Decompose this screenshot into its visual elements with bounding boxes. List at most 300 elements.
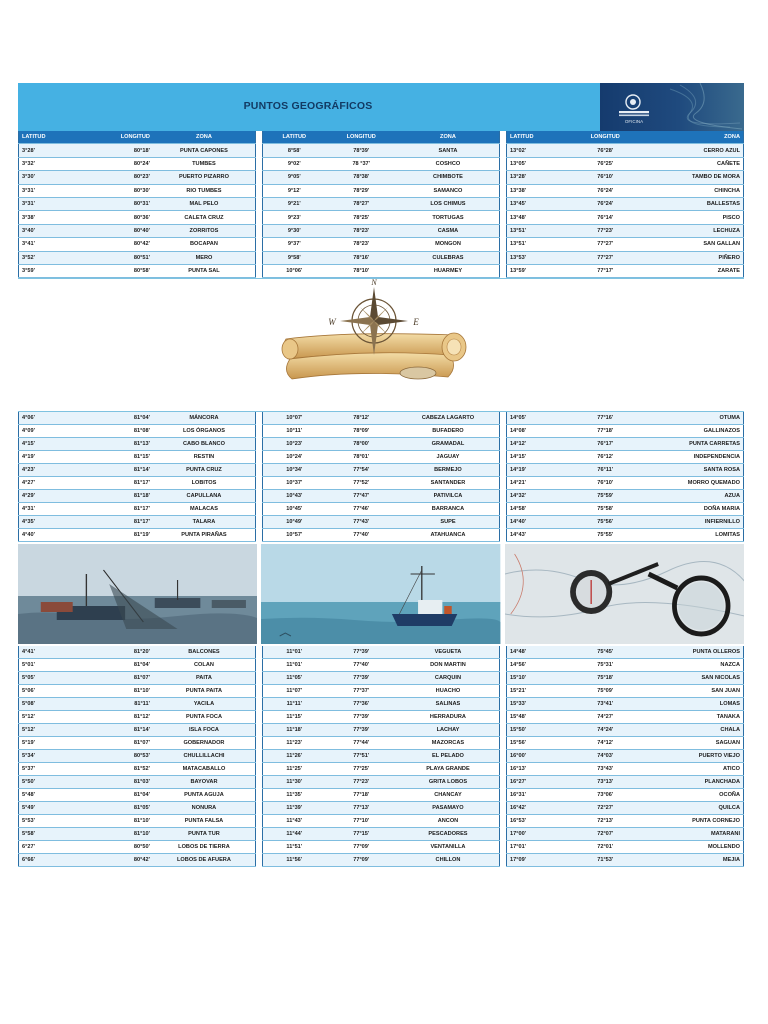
table-row (507, 529, 744, 542)
column-header: LATITUD (19, 131, 82, 144)
table-row (507, 171, 744, 184)
table-row (19, 711, 256, 724)
table-row (19, 815, 256, 828)
table-row (263, 238, 500, 251)
latitude-cell: 11°07' (263, 685, 326, 698)
page-title: PUNTOS GEOGRÁFICOS (243, 100, 373, 112)
table-row (263, 724, 500, 737)
longitude-cell: 77°13' (326, 802, 397, 815)
compass-illustration (18, 278, 744, 412)
zone-cell: PUNTA CAPONES (153, 144, 256, 157)
table-row (507, 184, 744, 197)
table-row (19, 776, 256, 789)
longitude-cell: 80°24' (82, 157, 153, 170)
table-row (263, 802, 500, 815)
latitude-cell: 4°41' (19, 646, 82, 659)
zone-cell: PLAYA GRANDE (397, 763, 500, 776)
zone-cell: BUFADERO (397, 425, 500, 438)
zone-cell: COLAN (153, 659, 256, 672)
longitude-cell: 77°39' (326, 711, 397, 724)
coordinates-column-2 (262, 131, 500, 278)
table-row (19, 412, 256, 425)
trawler-photo (261, 544, 500, 644)
longitude-cell: 77°27' (570, 251, 641, 264)
zone-cell: TUMBES (153, 157, 256, 170)
longitude-cell: 76°24' (570, 197, 641, 210)
zone-cell: OTUMA (641, 412, 744, 425)
table-row (507, 477, 744, 490)
longitude-cell: 81°15' (82, 451, 153, 464)
latitude-cell: 10°57' (263, 529, 326, 542)
longitude-cell: 77°15' (326, 828, 397, 841)
longitude-cell: 72°07' (570, 828, 641, 841)
longitude-cell: 76°10' (570, 171, 641, 184)
table-row (507, 238, 744, 251)
latitude-cell: 10°23' (263, 438, 326, 451)
latitude-cell: 9°02' (263, 157, 326, 170)
latitude-cell: 13°38' (507, 184, 570, 197)
table-row (19, 516, 256, 529)
longitude-cell: 76°10' (570, 477, 641, 490)
latitude-cell: 3°31' (19, 197, 82, 210)
latitude-cell: 14°05' (507, 412, 570, 425)
zone-cell: INDEPENDENCIA (641, 451, 744, 464)
zone-cell: MAL PELO (153, 197, 256, 210)
longitude-cell: 80°53' (82, 750, 153, 763)
zone-cell: ISLA FOCA (153, 724, 256, 737)
table-row (19, 184, 256, 197)
latitude-cell: 5°06' (19, 685, 82, 698)
latitude-cell: 5°49' (19, 802, 82, 815)
column-header: LATITUD (507, 131, 570, 144)
table-row (19, 157, 256, 170)
table-row (263, 685, 500, 698)
table-row (19, 197, 256, 210)
zone-cell: PATIVILCA (397, 490, 500, 503)
latitude-cell: 15°21' (507, 685, 570, 698)
table-row (263, 224, 500, 237)
table-row (19, 841, 256, 854)
latitude-cell: 13°45' (507, 197, 570, 210)
zone-cell: JAGUAY (397, 451, 500, 464)
longitude-cell: 81°19' (82, 529, 153, 542)
table-row (19, 854, 256, 867)
longitude-cell: 78°29' (326, 184, 397, 197)
zone-cell: MEJIA (641, 854, 744, 867)
latitude-cell: 14°08' (507, 425, 570, 438)
table-row (263, 197, 500, 210)
zone-cell: PISCO (641, 211, 744, 224)
longitude-cell: 80°18' (82, 144, 153, 157)
zone-cell: SUPE (397, 516, 500, 529)
table-row (263, 451, 500, 464)
coordinates-table (262, 131, 500, 278)
table-row (263, 737, 500, 750)
zone-cell: VENTANILLA (397, 841, 500, 854)
latitude-cell: 5°34' (19, 750, 82, 763)
longitude-cell: 81°14' (82, 464, 153, 477)
longitude-cell: 81°05' (82, 802, 153, 815)
zone-cell: PUNTA CRUZ (153, 464, 256, 477)
longitude-cell: 77°09' (326, 854, 397, 867)
latitude-cell: 3°59' (19, 264, 82, 277)
zone-cell: PUNTA CORNEJO (641, 815, 744, 828)
longitude-cell: 77°46' (326, 503, 397, 516)
longitude-cell: 78°23' (326, 224, 397, 237)
table-row (507, 724, 744, 737)
latitude-cell: 3°41' (19, 238, 82, 251)
zone-cell: QUILCA (641, 802, 744, 815)
latitude-cell: 15°33' (507, 698, 570, 711)
table-row (19, 724, 256, 737)
longitude-cell: 81°10' (82, 815, 153, 828)
table-row (263, 211, 500, 224)
zone-cell: SANTA (397, 144, 500, 157)
longitude-cell: 75°55' (570, 529, 641, 542)
table-row (263, 698, 500, 711)
latitude-cell: 4°19' (19, 451, 82, 464)
longitude-cell: 77°10' (326, 815, 397, 828)
longitude-cell: 76°25' (570, 157, 641, 170)
column-header: ZONA (397, 131, 500, 144)
table-row (263, 264, 500, 277)
longitude-cell: 77°51' (326, 750, 397, 763)
latitude-cell: 4°09' (19, 425, 82, 438)
zone-cell: YACILA (153, 698, 256, 711)
zone-cell: ZARATE (641, 264, 744, 277)
latitude-cell: 11°01' (263, 646, 326, 659)
zone-cell: CERRO AZUL (641, 144, 744, 157)
zone-cell: PUNTA FOCA (153, 711, 256, 724)
latitude-cell: 14°56' (507, 659, 570, 672)
table-section-3 (18, 646, 744, 867)
table-row (19, 238, 256, 251)
zone-cell: LACHAY (397, 724, 500, 737)
longitude-cell: 78°01' (326, 451, 397, 464)
latitude-cell: 10°45' (263, 503, 326, 516)
zone-cell: RIO TUMBES (153, 184, 256, 197)
table-row (507, 516, 744, 529)
zone-cell: TAMBO DE MORA (641, 171, 744, 184)
coordinates-column-1 (18, 131, 256, 278)
latitude-cell: 11°01' (263, 659, 326, 672)
zone-cell: SANTANDER (397, 477, 500, 490)
latitude-cell: 15°48' (507, 711, 570, 724)
zone-cell: LOMITAS (641, 529, 744, 542)
zone-cell: TORTUGAS (397, 211, 500, 224)
table-row (19, 224, 256, 237)
table-row (263, 171, 500, 184)
svg-text:W: W (328, 317, 336, 328)
table-row (19, 425, 256, 438)
table-row (507, 828, 744, 841)
longitude-cell: 81°17' (82, 477, 153, 490)
zone-cell: GRAMADAL (397, 438, 500, 451)
longitude-cell: 81°10' (82, 828, 153, 841)
zone-cell: GALLINAZOS (641, 425, 744, 438)
zone-cell: PLANCHADA (641, 776, 744, 789)
longitude-cell: 77°23' (570, 224, 641, 237)
coordinates-column-3 (506, 646, 744, 867)
table-row (507, 698, 744, 711)
table-row (263, 711, 500, 724)
zone-cell: LECHUZA (641, 224, 744, 237)
table-row (507, 264, 744, 277)
latitude-cell: 13°02' (507, 144, 570, 157)
longitude-cell: 77°39' (326, 724, 397, 737)
longitude-cell: 80°23' (82, 171, 153, 184)
table-row (507, 711, 744, 724)
table-row (19, 672, 256, 685)
longitude-cell: 76°24' (570, 184, 641, 197)
longitude-cell: 77°39' (326, 646, 397, 659)
latitude-cell: 4°40' (19, 529, 82, 542)
table-row (263, 503, 500, 516)
longitude-cell: 81°52' (82, 763, 153, 776)
zone-cell: MERO (153, 251, 256, 264)
latitude-cell: 3°38' (19, 211, 82, 224)
latitude-cell: 13°51' (507, 224, 570, 237)
longitude-cell: 74°12' (570, 737, 641, 750)
table-row (507, 750, 744, 763)
latitude-cell: 11°11' (263, 698, 326, 711)
longitude-cell: 81°11' (82, 698, 153, 711)
longitude-cell: 80°51' (82, 251, 153, 264)
zone-cell: ANCON (397, 815, 500, 828)
coordinates-table (18, 131, 256, 278)
coordinates-table (506, 412, 744, 542)
latitude-cell: 14°19' (507, 464, 570, 477)
longitude-cell: 72°27' (570, 802, 641, 815)
zone-cell: DOÑA MARIA (641, 503, 744, 516)
longitude-cell: 73°13' (570, 776, 641, 789)
zone-cell: NAZCA (641, 659, 744, 672)
table-row (263, 659, 500, 672)
latitude-cell: 10°07' (263, 412, 326, 425)
table-row (19, 171, 256, 184)
table-section-2 (18, 412, 744, 542)
longitude-cell: 81°17' (82, 516, 153, 529)
latitude-cell: 5°48' (19, 789, 82, 802)
latitude-cell: 14°48' (507, 646, 570, 659)
longitude-cell: 80°31' (82, 197, 153, 210)
zone-cell: MOLLENDO (641, 841, 744, 854)
table-row (263, 750, 500, 763)
longitude-cell: 72°01' (570, 841, 641, 854)
longitude-cell: 75°31' (570, 659, 641, 672)
latitude-cell: 17°00' (507, 828, 570, 841)
latitude-cell: 14°15' (507, 451, 570, 464)
longitude-cell: 74°24' (570, 724, 641, 737)
table-row (507, 412, 744, 425)
table-row (263, 763, 500, 776)
table-row (507, 659, 744, 672)
latitude-cell: 5°50' (19, 776, 82, 789)
longitude-cell: 78°39' (326, 144, 397, 157)
table-row (507, 646, 744, 659)
longitude-cell: 77°36' (326, 698, 397, 711)
table-row (507, 789, 744, 802)
latitude-cell: 8°58' (263, 144, 326, 157)
zone-cell: PUERTO PIZARRO (153, 171, 256, 184)
longitude-cell: 73°41' (570, 698, 641, 711)
latitude-cell: 3°52' (19, 251, 82, 264)
table-row (507, 763, 744, 776)
latitude-cell: 11°51' (263, 841, 326, 854)
longitude-cell: 80°50' (82, 841, 153, 854)
zone-cell: CHILLON (397, 854, 500, 867)
longitude-cell: 81°04' (82, 789, 153, 802)
table-row (263, 157, 500, 170)
zone-cell: MONGON (397, 238, 500, 251)
latitude-cell: 11°25' (263, 763, 326, 776)
longitude-cell: 78°10' (326, 264, 397, 277)
longitude-cell: 78°27' (326, 197, 397, 210)
zone-cell: HERRADURA (397, 711, 500, 724)
latitude-cell: 11°26' (263, 750, 326, 763)
table-row (507, 854, 744, 867)
table-row (507, 224, 744, 237)
zone-cell: EL PELADO (397, 750, 500, 763)
latitude-cell: 15°50' (507, 724, 570, 737)
zone-cell: MATARANI (641, 828, 744, 841)
table-row (19, 529, 256, 542)
latitude-cell: 9°05' (263, 171, 326, 184)
latitude-cell: 16°53' (507, 815, 570, 828)
coordinates-table (18, 646, 256, 867)
column-header: LATITUD (263, 131, 326, 144)
latitude-cell: 14°58' (507, 503, 570, 516)
table-row (507, 451, 744, 464)
latitude-cell: 10°11' (263, 425, 326, 438)
longitude-cell: 81°18' (82, 490, 153, 503)
longitude-cell: 77°52' (326, 477, 397, 490)
coordinates-table (262, 646, 500, 867)
longitude-cell: 75°58' (570, 503, 641, 516)
latitude-cell: 10°24' (263, 451, 326, 464)
zone-cell: VEGUETA (397, 646, 500, 659)
table-row (263, 776, 500, 789)
zone-cell: SAN JUAN (641, 685, 744, 698)
longitude-cell: 77°16' (570, 412, 641, 425)
zone-cell: PUNTA PAITA (153, 685, 256, 698)
longitude-cell: 77°54' (326, 464, 397, 477)
zone-cell: PUNTA PIRAÑAS (153, 529, 256, 542)
table-row (263, 184, 500, 197)
latitude-cell: 5°01' (19, 659, 82, 672)
longitude-cell: 81°04' (82, 412, 153, 425)
coordinates-column-3 (506, 131, 744, 278)
zone-cell: BAYOVAR (153, 776, 256, 789)
zone-cell: ATAHUANCA (397, 529, 500, 542)
zone-cell: CARQUIN (397, 672, 500, 685)
latitude-cell: 4°27' (19, 477, 82, 490)
coordinates-column-1 (18, 646, 256, 867)
zone-cell: PUERTO VIEJO (641, 750, 744, 763)
longitude-cell: 76°14' (570, 211, 641, 224)
zone-cell: CABO BLANCO (153, 438, 256, 451)
longitude-cell: 76°11' (570, 464, 641, 477)
latitude-cell: 11°39' (263, 802, 326, 815)
latitude-cell: 15°10' (507, 672, 570, 685)
longitude-cell: 78°09' (326, 425, 397, 438)
latitude-cell: 3°40' (19, 224, 82, 237)
latitude-cell: 10°06' (263, 264, 326, 277)
latitude-cell: 17°01' (507, 841, 570, 854)
latitude-cell: 14°40' (507, 516, 570, 529)
zone-cell: MALACAS (153, 503, 256, 516)
svg-text:E: E (413, 317, 419, 328)
table-section-1 (18, 131, 744, 278)
longitude-cell: 81°17' (82, 503, 153, 516)
photo-strip (18, 544, 744, 644)
coordinates-table (506, 131, 744, 278)
latitude-cell: 5°53' (19, 815, 82, 828)
longitude-cell: 80°42' (82, 854, 153, 867)
table-row (19, 490, 256, 503)
table-row (507, 737, 744, 750)
longitude-cell: 75°59' (570, 490, 641, 503)
longitude-cell: 78°00' (326, 438, 397, 451)
zone-cell: LOBOS DE AFUERA (153, 854, 256, 867)
table-row (507, 197, 744, 210)
latitude-cell: 5°12' (19, 724, 82, 737)
table-row (19, 264, 256, 277)
latitude-cell: 4°35' (19, 516, 82, 529)
zone-cell: OCOÑA (641, 789, 744, 802)
table-row (19, 750, 256, 763)
longitude-cell: 77°40' (326, 659, 397, 672)
longitude-cell: 77°37' (326, 685, 397, 698)
zone-cell: NONURA (153, 802, 256, 815)
longitude-cell: 77°25' (326, 763, 397, 776)
latitude-cell: 13°28' (507, 171, 570, 184)
latitude-cell: 4°31' (19, 503, 82, 516)
longitude-cell: 77°09' (326, 841, 397, 854)
table-row (263, 251, 500, 264)
title-bar (18, 83, 744, 131)
table-row (263, 477, 500, 490)
latitude-cell: 11°43' (263, 815, 326, 828)
latitude-cell: 10°43' (263, 490, 326, 503)
table-row (263, 815, 500, 828)
longitude-cell: 81°07' (82, 737, 153, 750)
zone-cell: SAGUAN (641, 737, 744, 750)
zone-cell: CAÑETE (641, 157, 744, 170)
latitude-cell: 3°31' (19, 184, 82, 197)
longitude-cell: 77°44' (326, 737, 397, 750)
longitude-cell: 75°09' (570, 685, 641, 698)
table-row (19, 464, 256, 477)
longitude-cell: 81°04' (82, 659, 153, 672)
longitude-cell: 78°38' (326, 171, 397, 184)
table-row (507, 802, 744, 815)
longitude-cell: 81°20' (82, 646, 153, 659)
table-row (507, 464, 744, 477)
longitude-cell: 81°07' (82, 672, 153, 685)
coordinates-column-3 (506, 412, 744, 542)
coordinates-column-2 (262, 646, 500, 867)
latitude-cell: 9°23' (263, 211, 326, 224)
zone-cell: CHIMBOTE (397, 171, 500, 184)
latitude-cell: 11°23' (263, 737, 326, 750)
latitude-cell: 13°05' (507, 157, 570, 170)
table-row (507, 490, 744, 503)
zone-cell: CASMA (397, 224, 500, 237)
zone-cell: SAN GALLAN (641, 238, 744, 251)
latitude-cell: 5°19' (19, 737, 82, 750)
table-row (507, 144, 744, 157)
